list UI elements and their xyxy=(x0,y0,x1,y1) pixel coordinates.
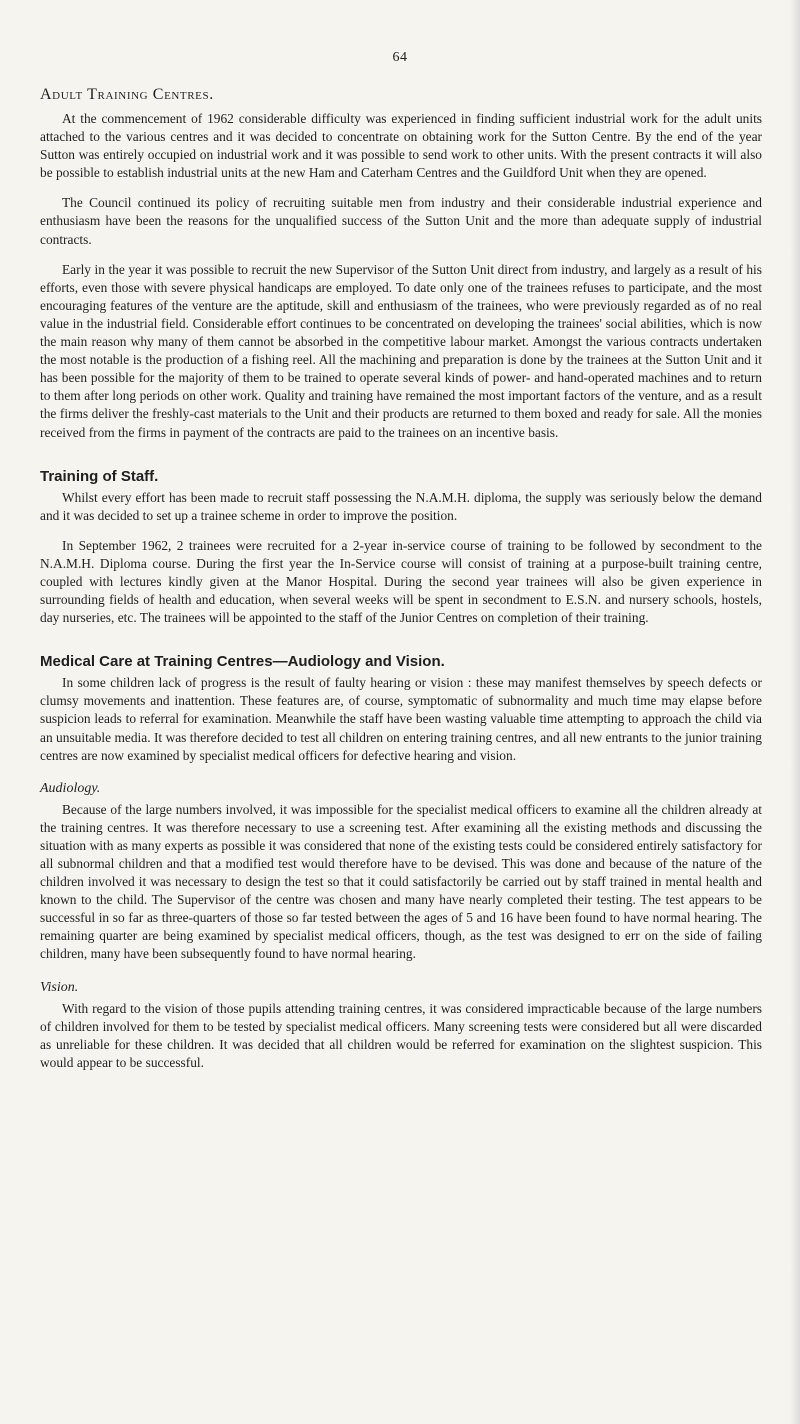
paragraph: Whilst every effort has been made to recruit staff possessing the N.A.M.H. diploma, the supply was seriously below the demand and it was decided to set up a trainee scheme in order to improve the position. xyxy=(40,489,762,523)
paragraph: At the commencement of 1962 considerable difficulty was experienced in finding sufficient industrial work for the adult units attached to the various centres and it was decided to concentrate on obtaining work for the Sutton Centre. By the end of the year Sutton was entirely occupied on industrial work and it was possible to send work to other units. With the present contracts it will also be possible to establish industrial units at the new Ham and Caterham Centres and the Guildford Unit when they are opened. xyxy=(40,111,762,181)
paragraph: The Council continued its policy of recruiting suitable men from industry and their considerable industrial experience and enthusiasm have been the reasons for the unqualified success of the Sutton Unit and the more than adequate supply of industrial contracts. xyxy=(40,195,762,247)
section-training-of-staff xyxy=(40,468,762,628)
section-heading: Adult Training Centres. xyxy=(40,86,214,103)
section-medical-care xyxy=(40,653,762,764)
paragraph: Early in the year it was possible to recruit the new Supervisor of the Sutton Unit direct from industry, and largely as a result of his efforts, even those with severe physical handicaps are employed. To date only one of the trainees refuses to participate, and the most encouraging features of the venture are the aptitude, skill and enthusiasm of the trainees, who were previously regarded as of no real value in the industrial field. Considerable effort continues to be concentrated on developing the trainees' social abilities, which is now the main reason why many of them cannot be absorbed in the competitive labour market. Amongst the various contracts undertaken the most notable is the production of a fishing reel. All the machining and preparation is done by the trainees at the Sutton Unit and it has been possible for the majority of them to be trained to operate several kinds of power- and hand-operated machines and to return to them after long periods on other work. Quality and training have remained the most important factors of the venture, and as a result the firms deliver the freshly-cast materials to the Unit and their products are returned to them boxed and ready for sale. All the monies received from the firms in payment of the contracts are paid to the trainees on an incentive basis. xyxy=(40,261,762,440)
section-heading: Training of Staff. xyxy=(40,467,159,485)
page-number: 64 xyxy=(392,50,408,65)
paragraph: Because of the large numbers involved, it was impossible for the specialist medical officers to examine all the children already at the training centres. It was therefore necessary to use a screening test. After examining all the existing methods and discussing the situation with as many experts as possible it was considered that none of the existing tests could be considered entirely satisfactory for all subnormal children and that a modified test would therefore have to be devised. This was done and because of the nature of the children involved it was necessary to design the test so that it could satisfactorily be carried out by staff trained in mental health and known to the child. The Supervisor of the centre was chosen and many have nearly completed their testing. The test appears to be successful in so far as three-quarters of those so far tested between the ages of 5 and 16 have been found to have normal hearing. The remaining quarter are being examined by specialist medical officers, though, as the test was designed to err on the side of failing children, many have been subsequently found to have normal hearing. xyxy=(40,801,762,962)
subsection-heading: Vision. xyxy=(40,979,79,995)
paragraph: In September 1962, 2 trainees were recruited for a 2-year in-service course of training to be followed by secondment to the N.A.M.H. Diploma course. During the first year the In-Service course will consist of training at a purpose-built training centre, coupled with lectures kindly given at the Manor Hospital. During the second year trainees will also be given experience in surrounding fields of health and education, when several weeks will be spent in secondment to E.S.N. and nursery schools, hostels, day nurseries, etc. The trainees will be appointed to the staff of the Junior Centres on completion of their training. xyxy=(40,537,762,626)
page-edge-shadow xyxy=(790,0,800,1424)
section-vision xyxy=(40,980,762,1072)
section-adult-training-centres xyxy=(40,86,762,442)
section-audiology xyxy=(40,781,762,964)
paragraph: With regard to the vision of those pupils attending training centres, it was considered impracticable because of the large numbers of children involved for them to be tested by specialist medical officers. Many screening tests were considered but all were discarded as unreliable for these children. It was decided that all children would be referred for examination on the slightest suspicion. This would appear to be successful. xyxy=(40,1000,762,1070)
subsection-heading: Audiology. xyxy=(40,780,101,796)
paragraph: In some children lack of progress is the result of faulty hearing or vision : these may manifest themselves by speech defects or clumsy movements and inattention. These features are, of course, symptomatic of subnormality and much time may elapse before suspicion leads to referral for examination. Meanwhile the staff have been wasting valuable time attempting to approach the child via an unsuitable media. It was therefore decided to test all children on entering training centres, and all new entrants to the junior training centres are now examined by specialist medical officers for defective hearing and vision. xyxy=(40,675,762,763)
section-heading: Medical Care at Training Centres—Audiology and Vision. xyxy=(40,653,445,671)
